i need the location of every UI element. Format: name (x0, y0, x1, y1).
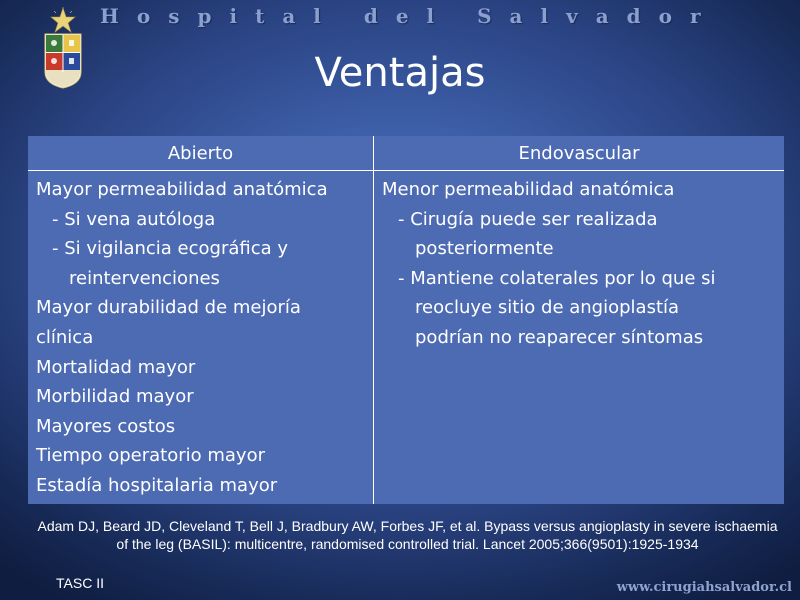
table-line: posteriormente (415, 238, 554, 260)
table-line: reocluye sitio de angioplastía (415, 297, 680, 319)
citation: Adam DJ, Beard JD, Cleveland T, Bell J, Bradbury AW, Forbes JF, et al. Bypass versus angioplasty in severe ischaemia of the leg (BASIL): multicentre, randomised controlled trial. Lancet 2005;366(9501):1925-1934 (37, 518, 778, 552)
footer-label: TASC II (56, 575, 104, 591)
table-line: Morbilidad mayor (36, 386, 194, 408)
website-url: www.cirugiahsalvador.cl (616, 580, 792, 595)
table-line: Menor permeabilidad anatómica (382, 179, 675, 200)
table-line: Estadía hospitalaria mayor (36, 474, 278, 496)
table-line: Mayores costos (36, 415, 176, 437)
table-line: - Si vena autóloga (52, 208, 216, 230)
endovascular-cell (374, 171, 784, 504)
column-header-abierto: Abierto (28, 136, 373, 170)
hospital-name: Hospital del Salvador (100, 4, 719, 28)
table-line: Mortalidad mayor (36, 356, 196, 378)
table-line: reintervenciones (69, 267, 220, 289)
column-header-endovascular: Endovascular (374, 136, 784, 170)
table-line: Mayor permeabilidad anatómica (36, 179, 328, 200)
page-title: Ventajas (314, 50, 486, 96)
table-line: podrían no reaparecer síntomas (415, 326, 704, 348)
abierto-cell (28, 171, 373, 504)
table-line: - Mantiene colaterales por lo que si (398, 267, 716, 289)
table-line: - Cirugía puede ser realizada (398, 208, 658, 230)
table-line: clínica (36, 326, 94, 348)
comparison-table (28, 136, 784, 504)
table-line: - Si vigilancia ecográfica y (52, 238, 289, 260)
table-line: Tiempo operatorio mayor (36, 445, 265, 467)
table-line: Mayor durabilidad de mejoría (36, 297, 301, 319)
